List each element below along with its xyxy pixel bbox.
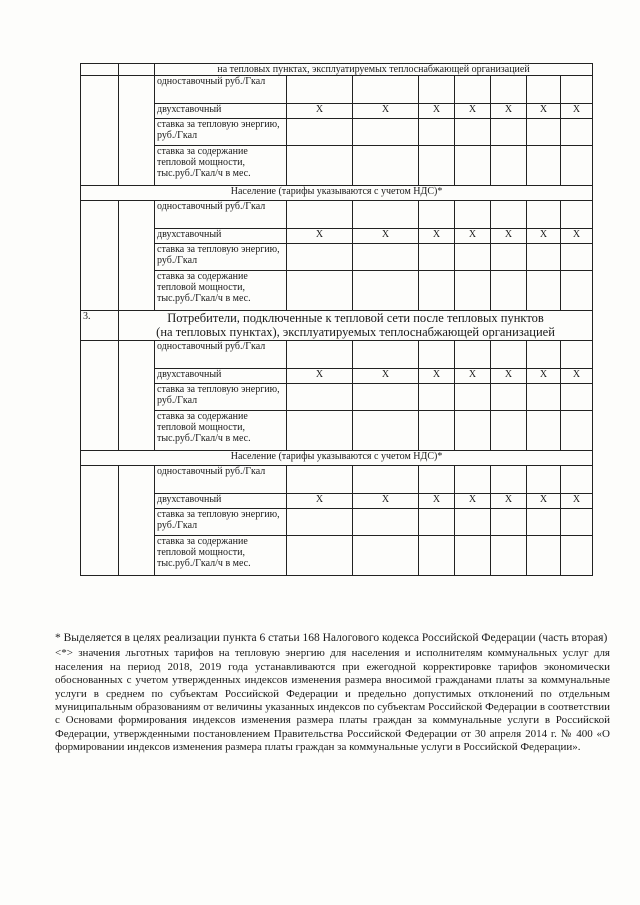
section-banner: на тепловых пунктах, эксплуатируемых теплоснабжающей организацией <box>155 64 593 76</box>
table-row <box>81 64 593 76</box>
x-mark: X <box>527 229 561 244</box>
table-row <box>81 341 593 369</box>
table-row <box>81 411 593 451</box>
row-label-capacity-rate: ставка за содержание тепловой мощности, тыс.руб./Гкал/ч в мес. <box>155 271 287 311</box>
footnote-preferential-tariffs: <*> значения льготных тарифов на тепловую энергию для населения и исполнителям коммунальных услуг для населения на период 2018, 2019 года устанавливаются при ежегодной корректировке тарифов экономически обоснованных с учетом утвержденных индексов изменения размера вносимой гражданами платы за коммунальные услуги в среднем по субъектам Российской Федерации и предельно допустимых отклонений по отдельным муниципальным образованиям от величины указанных индексов по субъектам Российской Федерации в соответствии с Основами формирования индексов изменения размера платы граждан за коммунальные услуги в Российской Федерации, утвержденными постановлением Правительства Российской Федерации от 30 апреля 2014 г. № 400 «О формировании индексов изменения размера платы граждан за коммунальные услуги в Российской Федерации». <box>55 647 610 754</box>
section-number: 3. <box>81 311 119 341</box>
x-mark: X <box>491 104 527 119</box>
row-label-two-rate: двухставочный <box>155 494 287 509</box>
x-mark: X <box>455 229 491 244</box>
row-label-one-rate: одноставочный руб./Гкал <box>155 201 287 229</box>
row-label-energy-rate: ставка за тепловую энергию, руб./Гкал <box>155 119 287 146</box>
x-mark: X <box>527 494 561 509</box>
row-label-capacity-rate: ставка за содержание тепловой мощности, тыс.руб./Гкал/ч в мес. <box>155 411 287 451</box>
footnote-vat: * Выделяется в целях реализации пункта 6 статьи 168 Налогового кодекса Российской Федерации (часть вторая) <box>55 632 608 644</box>
row-label-one-rate: одноставочный руб./Гкал <box>155 76 287 104</box>
x-mark: X <box>287 229 353 244</box>
row-label-energy-rate: ставка за тепловую энергию, руб./Гкал <box>155 244 287 271</box>
section-title: Потребители, подключенные к тепловой сети после тепловых пунктов (на тепловых пунктах), эксплуатируемых теплоснабжающей организацией <box>119 311 593 341</box>
x-mark: X <box>491 494 527 509</box>
population-banner: Население (тарифы указываются с учетом НДС)* <box>81 186 593 201</box>
x-mark: X <box>491 229 527 244</box>
table-row <box>81 201 593 229</box>
row-label-energy-rate: ставка за тепловую энергию, руб./Гкал <box>155 384 287 411</box>
row-label-two-rate: двухставочный <box>155 104 287 119</box>
table-row <box>81 271 593 311</box>
x-mark: X <box>455 494 491 509</box>
row-label-one-rate: одноставочный руб./Гкал <box>155 341 287 369</box>
x-mark: X <box>353 229 419 244</box>
x-mark: X <box>561 494 593 509</box>
table-row <box>81 76 593 104</box>
row-label-one-rate: одноставочный руб./Гкал <box>155 466 287 494</box>
x-mark: X <box>561 104 593 119</box>
x-mark: X <box>419 104 455 119</box>
x-mark: X <box>455 369 491 384</box>
table-row <box>81 311 593 341</box>
table-row <box>81 384 593 411</box>
x-mark: X <box>455 104 491 119</box>
x-mark: X <box>353 494 419 509</box>
table-row <box>81 494 593 509</box>
x-mark: X <box>561 369 593 384</box>
row-label-capacity-rate: ставка за содержание тепловой мощности, тыс.руб./Гкал/ч в мес. <box>155 536 287 576</box>
row-label-capacity-rate: ставка за содержание тепловой мощности, тыс.руб./Гкал/ч в мес. <box>155 146 287 186</box>
footnotes <box>55 632 610 755</box>
table-row <box>81 509 593 536</box>
table-row <box>81 229 593 244</box>
x-mark: X <box>287 369 353 384</box>
table-row <box>81 104 593 119</box>
row-label-two-rate: двухставочный <box>155 229 287 244</box>
tariff-table <box>80 63 593 576</box>
table-row <box>81 466 593 494</box>
table-row <box>81 119 593 146</box>
x-mark: X <box>527 369 561 384</box>
table-row <box>81 186 593 201</box>
x-mark: X <box>287 104 353 119</box>
table-row <box>81 536 593 576</box>
table-row <box>81 146 593 186</box>
x-mark: X <box>353 104 419 119</box>
x-mark: X <box>419 369 455 384</box>
x-mark: X <box>527 104 561 119</box>
row-label-two-rate: двухставочный <box>155 369 287 384</box>
x-mark: X <box>287 494 353 509</box>
x-mark: X <box>353 369 419 384</box>
row-label-energy-rate: ставка за тепловую энергию, руб./Гкал <box>155 509 287 536</box>
population-banner: Население (тарифы указываются с учетом НДС)* <box>81 451 593 466</box>
table-row <box>81 451 593 466</box>
x-mark: X <box>491 369 527 384</box>
x-mark: X <box>419 494 455 509</box>
table-row <box>81 369 593 384</box>
x-mark: X <box>561 229 593 244</box>
x-mark: X <box>419 229 455 244</box>
table-row <box>81 244 593 271</box>
